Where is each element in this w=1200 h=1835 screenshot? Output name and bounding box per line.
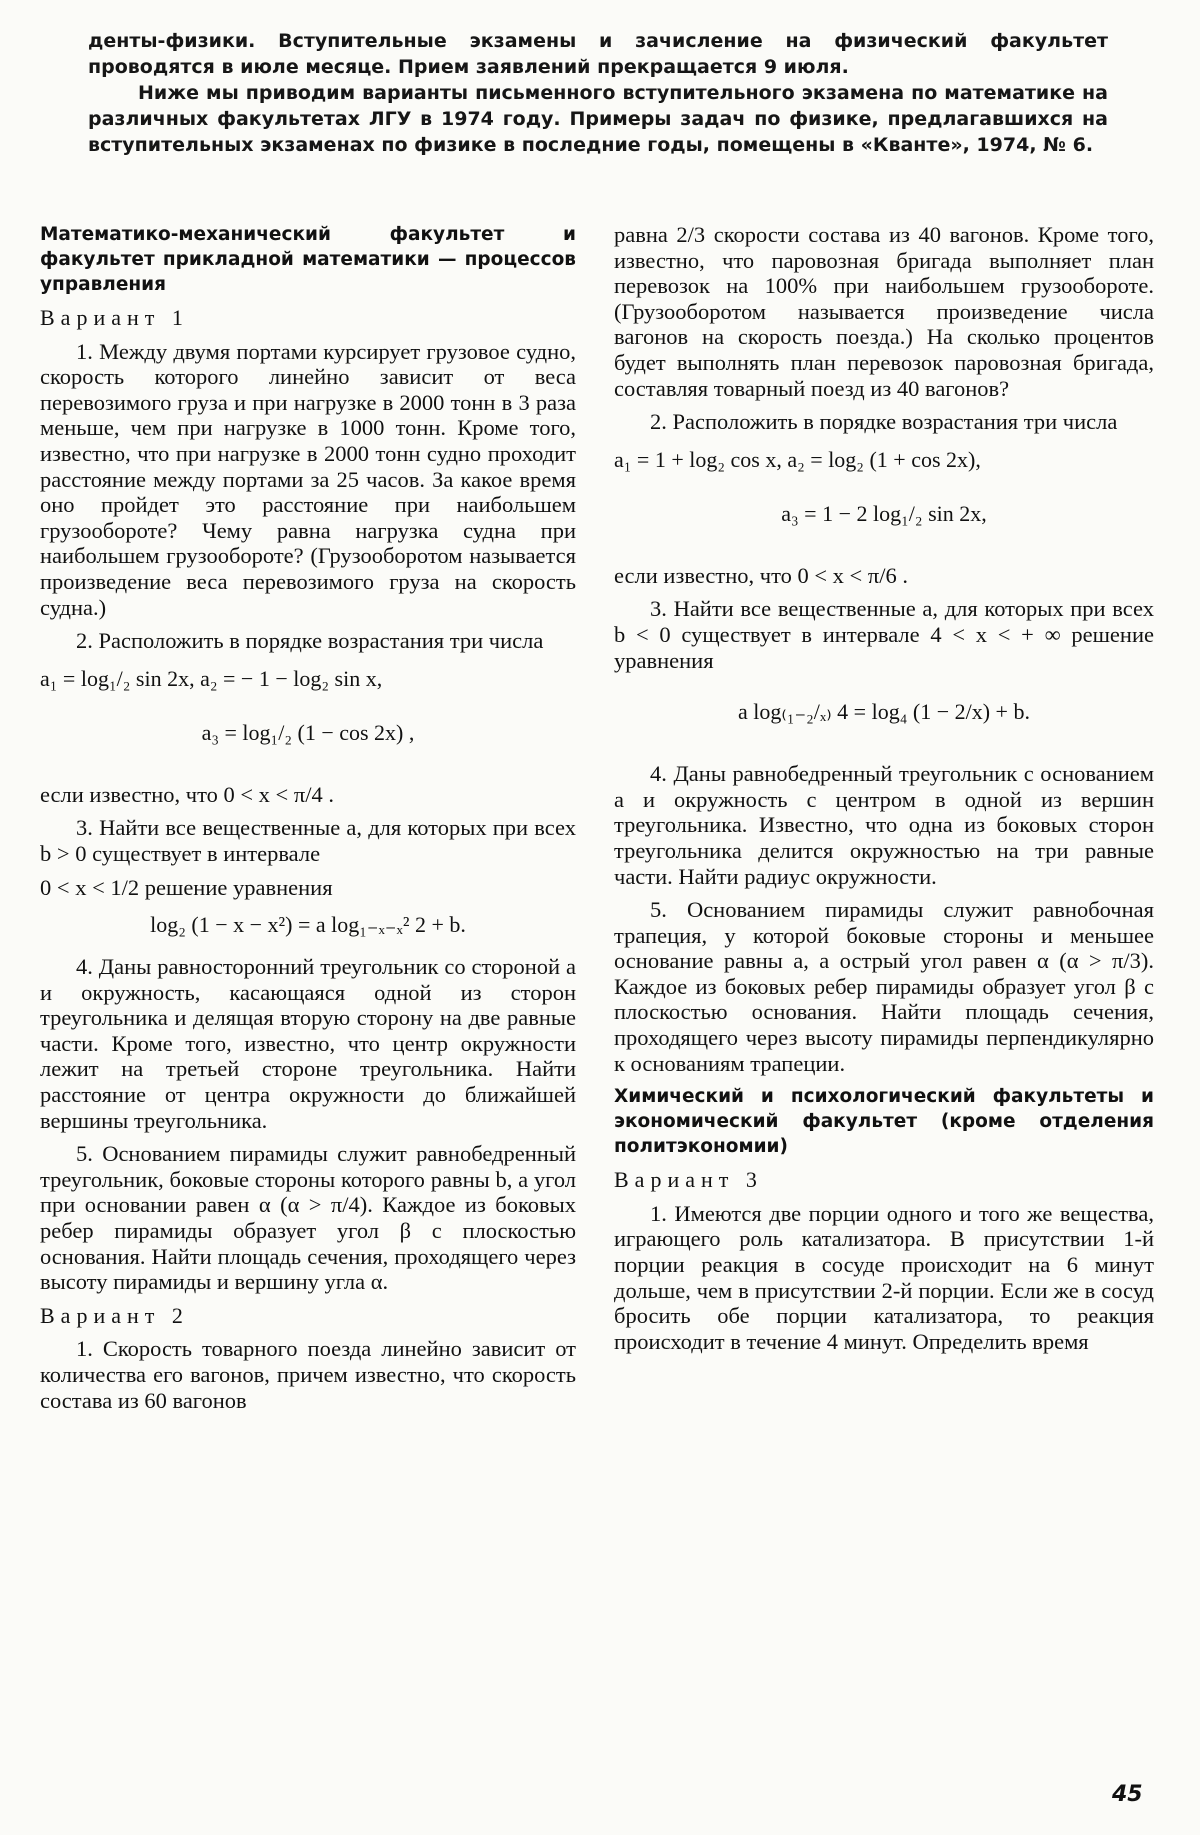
v2-formula-a1-a2: a₁ = 1 + log₂ cos x, a₂ = log₂ (1 + cos 2x),	[614, 446, 981, 472]
v2-equation: a log₍₁₋₂/ₓ₎ 4 = log₄ (1 − 2/x) + b.	[738, 699, 1030, 725]
v2-problem-1: 1. Скорость товарного поезда линейно зависит от количества его вагонов, причем известно, что скорость состава из 60 вагонов	[40, 1336, 576, 1413]
v1-problem-1: 1. Между двумя портами курсирует грузовое судно, скорость которого линейно зависит от веса перевозимого груза и при нагрузке в 2000 тонн в 3 раза меньше, чем при нагрузке в 1000 тонн. Кроме того, известно, что при нагрузке в 2000 тонн судно проходит расстояние между портами за 25 часов. За какое время оно пройдет это расстояние при наибольшем грузообороте? Чему равна нагрузка судна при наибольшем грузообороте? (Грузооборотом называется произведение веса перевозимого груза на скорость судна.)	[40, 338, 576, 620]
right-column	[614, 222, 1154, 1362]
v1-formula-a1-a2: a₁ = log₁/₂ sin 2x, a₂ = − 1 − log₂ sin x,	[40, 665, 383, 691]
v1-equation: log₂ (1 − x − x²) = a log₁₋ₓ₋ₓ² 2 + b.	[150, 912, 466, 938]
v1-problem-4: 4. Даны равносторонний треугольник со стороной a и окружность, касающаяся одной из сторон треугольника и делящая вторую сторону на две равные части. Кроме того, известно, что центр окружности лежит на третьей стороне треугольника. Найти расстояние от центра окружности до ближайшей вершины треугольника.	[40, 954, 576, 1133]
intro-paragraph-1: денты-физики. Вступительные экзамены и зачисление на физический факультет проводятся в июле месяце. Прием заявлений прекращается 9 июля.	[88, 30, 1108, 78]
variant-3-title: Вариант 3	[614, 1167, 763, 1193]
v2-problem-5: 5. Основанием пирамиды служит равнобочная трапеция, у которой боковые стороны и меньшее основание равны a, а острый угол равен α (α > π/3). Каждое из боковых ребер пирамиды образует угол β с плоскостью основания. Найти площадь сечения, проходящего через высоту пирамиды перпендикулярно к основаниям трапеции.	[614, 897, 1154, 1076]
intro-paragraph-2: Ниже мы приводим варианты письменного вступительного экзамена по математике на различных факультетах ЛГУ в 1974 году. Примеры задач по физике, предлагавшихся на вступительных экзаменах по физике в последние годы, помещены в «Кванте», 1974, № 6.	[88, 82, 1108, 156]
v1-condition: если известно, что 0 < x < π/4 .	[40, 781, 334, 807]
v1-problem-5: 5. Основанием пирамиды служит равнобедренный треугольник, боковые стороны которого равны b, а угол при основании равен α (α > π/4). Каждое из боковых ребер пирамиды образует угол β с плоскостью основания. Найти площадь сечения, проходящего через высоту пирамиды и вершину угла α.	[40, 1141, 576, 1295]
v2-problem-2: 2. Расположить в порядке возрастания три числа	[650, 409, 1118, 435]
v1-problem-3: 3. Найти все вещественные a, для которых при всех b > 0 существует в интервале	[40, 815, 576, 866]
faculty-heading-chem: Химический и психологический факультеты и экономический факультет (кроме отделения политэкономии)	[614, 1086, 1154, 1158]
v1-problem-2: 2. Расположить в порядке возрастания три числа	[76, 628, 544, 654]
variant-2-title: Вариант 2	[40, 1302, 189, 1328]
v2-problem-3: 3. Найти все вещественные a, для которых при всех b < 0 существует в интервале 4 < x < + ∞ решение уравнения	[614, 596, 1154, 673]
v1-formula-a3: a₃ = log₁/₂ (1 − cos 2x) ,	[201, 719, 415, 745]
v2-problem-1-cont: равна 2/3 скорости состава из 40 вагонов. Кроме того, известно, что паровозная бригада выполняет план перевозок на 100% при наибольшем грузообороте. (Грузооборотом называется произведение числа вагонов на скорость поезда.) На сколько процентов будет выполнять план перевозок паровозная бригада, составляя товарный поезд из 40 вагонов?	[614, 222, 1154, 401]
faculty-heading-mathmech: Математико-механический факультет и факультет прикладной математики — процессов управления	[40, 224, 576, 295]
variant-1-title: Вариант 1	[40, 305, 189, 330]
v2-formula-a3: a₃ = 1 − 2 log₁/₂ sin 2x,	[781, 500, 987, 526]
intro-block	[88, 28, 1108, 158]
v2-condition: если известно, что 0 < x < π/6 .	[614, 562, 908, 588]
page-number: 45	[1112, 1782, 1143, 1807]
v1-problem-3-interval: 0 < x < 1/2 решение уравнения	[40, 874, 333, 900]
v2-problem-4: 4. Даны равнобедренный треугольник с основанием a и окружность с центром в одной из вершин треугольника. Известно, что одна из боковых сторон треугольника делится окружностью на три равные части. Найти радиус окружности.	[614, 761, 1154, 889]
v3-problem-1: 1. Имеются две порции одного и того же вещества, играющего роль катализатора. В присутствии 1-й порции реакция в сосуде происходит на 6 минут дольше, чем в присутствии 2-й порции. Если же в сосуд бросить обе порции катализатора, то реакция происходит в течение 4 минут. Определить время	[614, 1200, 1154, 1354]
left-column	[40, 222, 576, 1421]
